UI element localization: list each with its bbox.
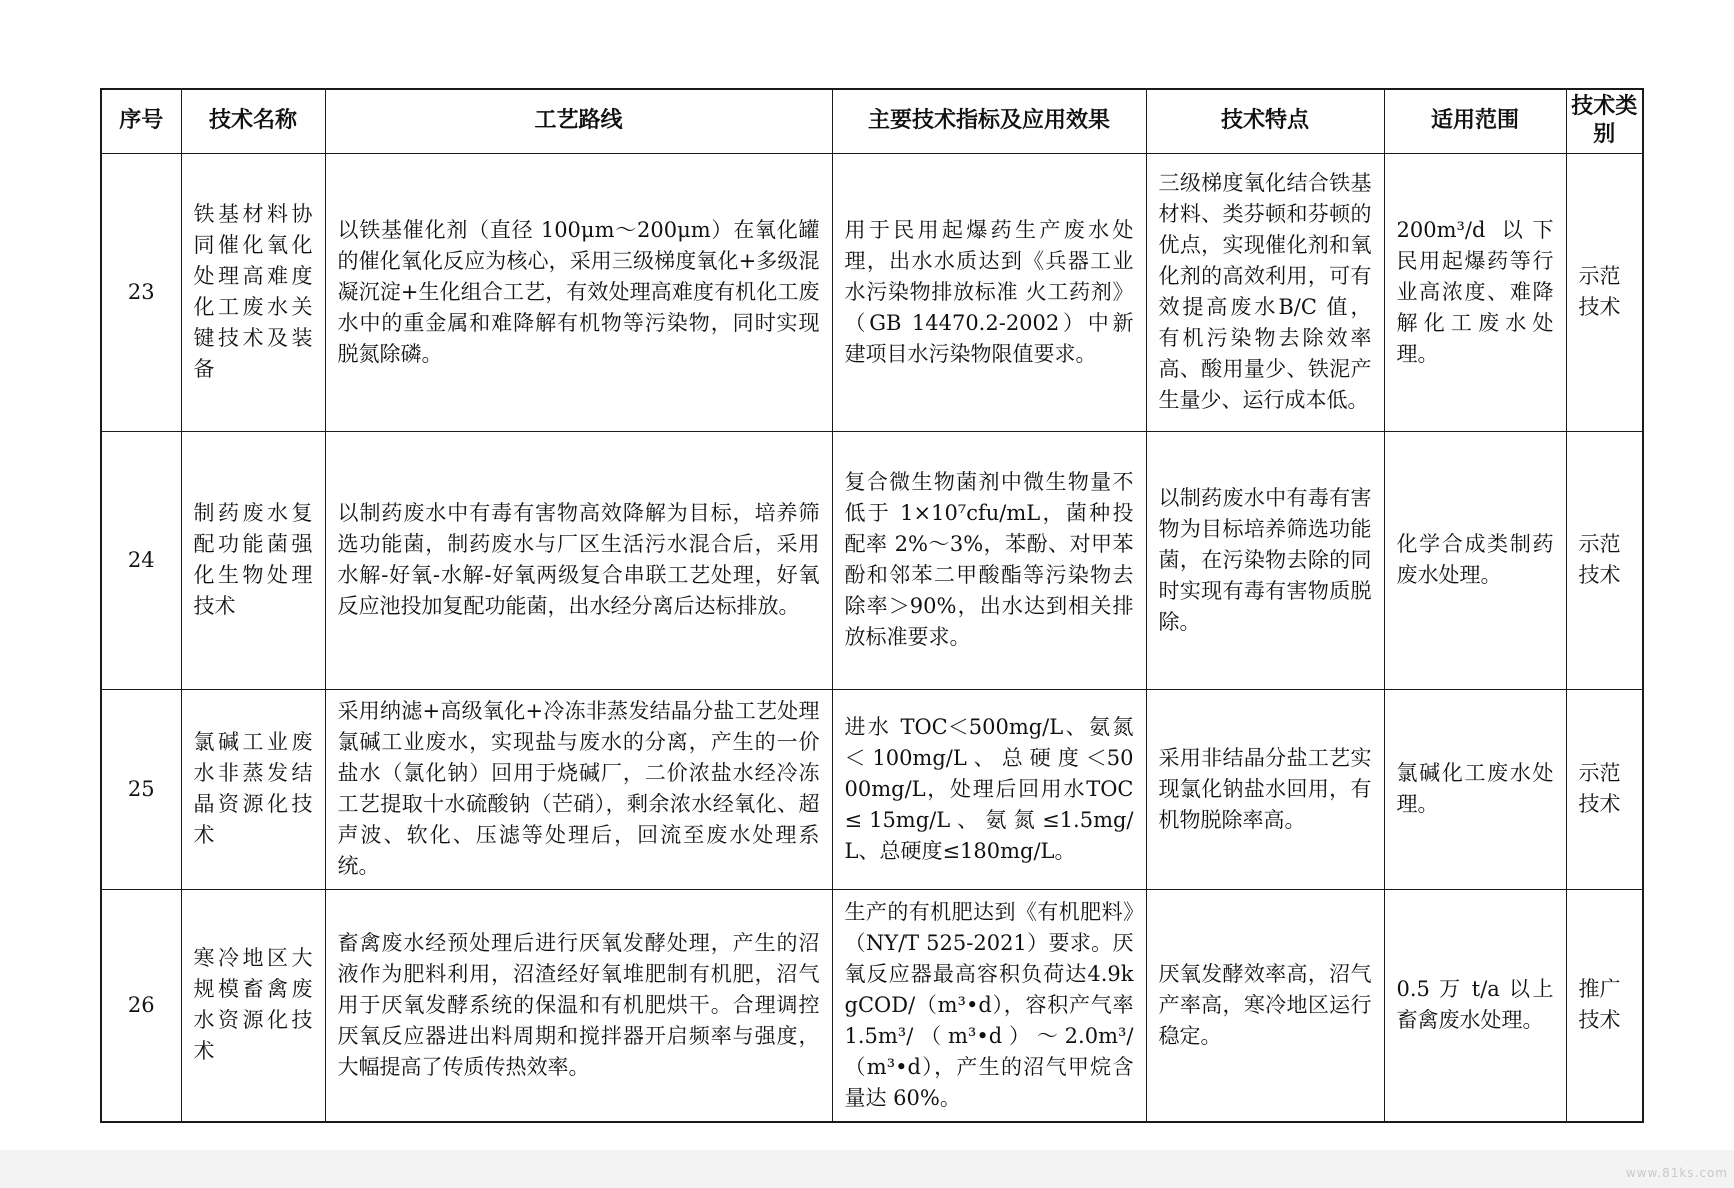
technology-name: 氯碱工业废水非蒸发结晶资源化技术 (181, 689, 325, 889)
application-scope: 200m³/d 以下民用起爆药等行业高浓度、难降解化工废水处理。 (1384, 153, 1566, 431)
process-route: 采用纳滤+高级氧化+冷冻非蒸发结晶分盐工艺处理氯碱工业废水，实现盐与废水的分离，产生的一价盐水（氯化钠）回用于烧碱厂，二价浓盐水经冷冻工艺提取十水硫酸钠（芒硝），剩余浓水经氧化、超声波、软化、压滤等处理后，回流至废水处理系统。 (325, 689, 832, 889)
header-features: 技术特点 (1146, 89, 1384, 153)
technology-name: 寒冷地区大规模畜禽废水资源化技术 (181, 889, 325, 1122)
header-process: 工艺路线 (325, 89, 832, 153)
process-route: 以铁基催化剂（直径 100μm～200μm）在氧化罐的催化氧化反应为核心，采用三级梯度氧化+多级混凝沉淀+生化组合工艺，有效处理高难度有机化工废水中的重金属和难降解有机物等污染物，同时实现脱氮除磷。 (325, 153, 832, 431)
row-number: 23 (101, 153, 181, 431)
technical-indicators: 复合微生物菌剂中微生物量不低于 1×10⁷cfu/mL，菌种投配率 2%～3%，苯酚、对甲苯酚和邻苯二甲酸酯等污染物去除率＞90%，出水达到相关排放标准要求。 (832, 431, 1146, 689)
technical-features: 以制药废水中有毒有害物为目标培养筛选功能菌，在污染物去除的同时实现有毒有害物质脱除。 (1146, 431, 1384, 689)
technical-features: 采用非结晶分盐工艺实现氯化钠盐水回用，有机物脱除率高。 (1146, 689, 1384, 889)
technology-name: 铁基材料协同催化氧化处理高难度化工废水关键技术及装备 (181, 153, 325, 431)
table-row (101, 889, 1643, 1122)
application-scope: 氯碱化工废水处理。 (1384, 689, 1566, 889)
technical-features: 三级梯度氧化结合铁基材料、类芬顿和芬顿的优点，实现催化剂和氧化剂的高效利用，可有效提高废水B/C 值，有机污染物去除效率高、酸用量少、铁泥产生量少、运行成本低。 (1146, 153, 1384, 431)
table-row (101, 153, 1643, 431)
header-indicators: 主要技术指标及应用效果 (832, 89, 1146, 153)
technical-indicators: 进水 TOC＜500mg/L、氨氮＜ 100mg/L 、 总 硬 度 ＜5000mg/L，处理后回用水TOC ≤ 15mg/L 、 氨 氮 ≤1.5mg/L、总硬度≤180mg/L。 (832, 689, 1146, 889)
technical-indicators: 生产的有机肥达到《有机肥料》（NY/T 525-2021）要求。厌氧反应器最高容积负荷达4.9kgCOD/（m³•d），容积产气率 1.5m³/（m³•d）～2.0m³/（m³•d），产生的沼气甲烷含量达 60%。 (832, 889, 1146, 1122)
table-header-row (101, 89, 1643, 153)
application-scope: 0.5 万 t/a 以上畜禽废水处理。 (1384, 889, 1566, 1122)
header-no: 序号 (101, 89, 181, 153)
table-row (101, 431, 1643, 689)
header-name: 技术名称 (181, 89, 325, 153)
process-route: 畜禽废水经预处理后进行厌氧发酵处理，产生的沼液作为肥料利用，沼渣经好氧堆肥制有机肥，沼气用于厌氧发酵系统的保温和有机肥烘干。合理调控厌氧反应器进出料周期和搅拌器开启频率与强度，大幅提高了传质传热效率。 (325, 889, 832, 1122)
technical-indicators: 用于民用起爆药生产废水处理，出水水质达到《兵器工业水污染物排放标准 火工药剂》（GB 14470.2-2002）中新建项目水污染物限值要求。 (832, 153, 1146, 431)
row-number: 24 (101, 431, 181, 689)
process-route: 以制药废水中有毒有害物高效降解为目标，培养筛选功能菌，制药废水与厂区生活污水混合后，采用水解-好氧-水解-好氧两级复合串联工艺处理，好氧反应池投加复配功能菌，出水经分离后达标排放。 (325, 431, 832, 689)
application-scope: 化学合成类制药废水处理。 (1384, 431, 1566, 689)
technology-category: 推广技术 (1566, 889, 1643, 1122)
technology-category: 示范技术 (1566, 153, 1643, 431)
header-scope: 适用范围 (1384, 89, 1566, 153)
header-category: 技术类别 (1566, 89, 1643, 153)
technology-category: 示范技术 (1566, 431, 1643, 689)
technology-category: 示范技术 (1566, 689, 1643, 889)
technology-table (100, 88, 1644, 1123)
watermark: www.81ks.com (1625, 1166, 1728, 1180)
footer-band (0, 1150, 1734, 1188)
table-row (101, 689, 1643, 889)
technical-features: 厌氧发酵效率高，沼气产率高，寒冷地区运行稳定。 (1146, 889, 1384, 1122)
technology-name: 制药废水复配功能菌强化生物处理技术 (181, 431, 325, 689)
row-number: 26 (101, 889, 181, 1122)
row-number: 25 (101, 689, 181, 889)
